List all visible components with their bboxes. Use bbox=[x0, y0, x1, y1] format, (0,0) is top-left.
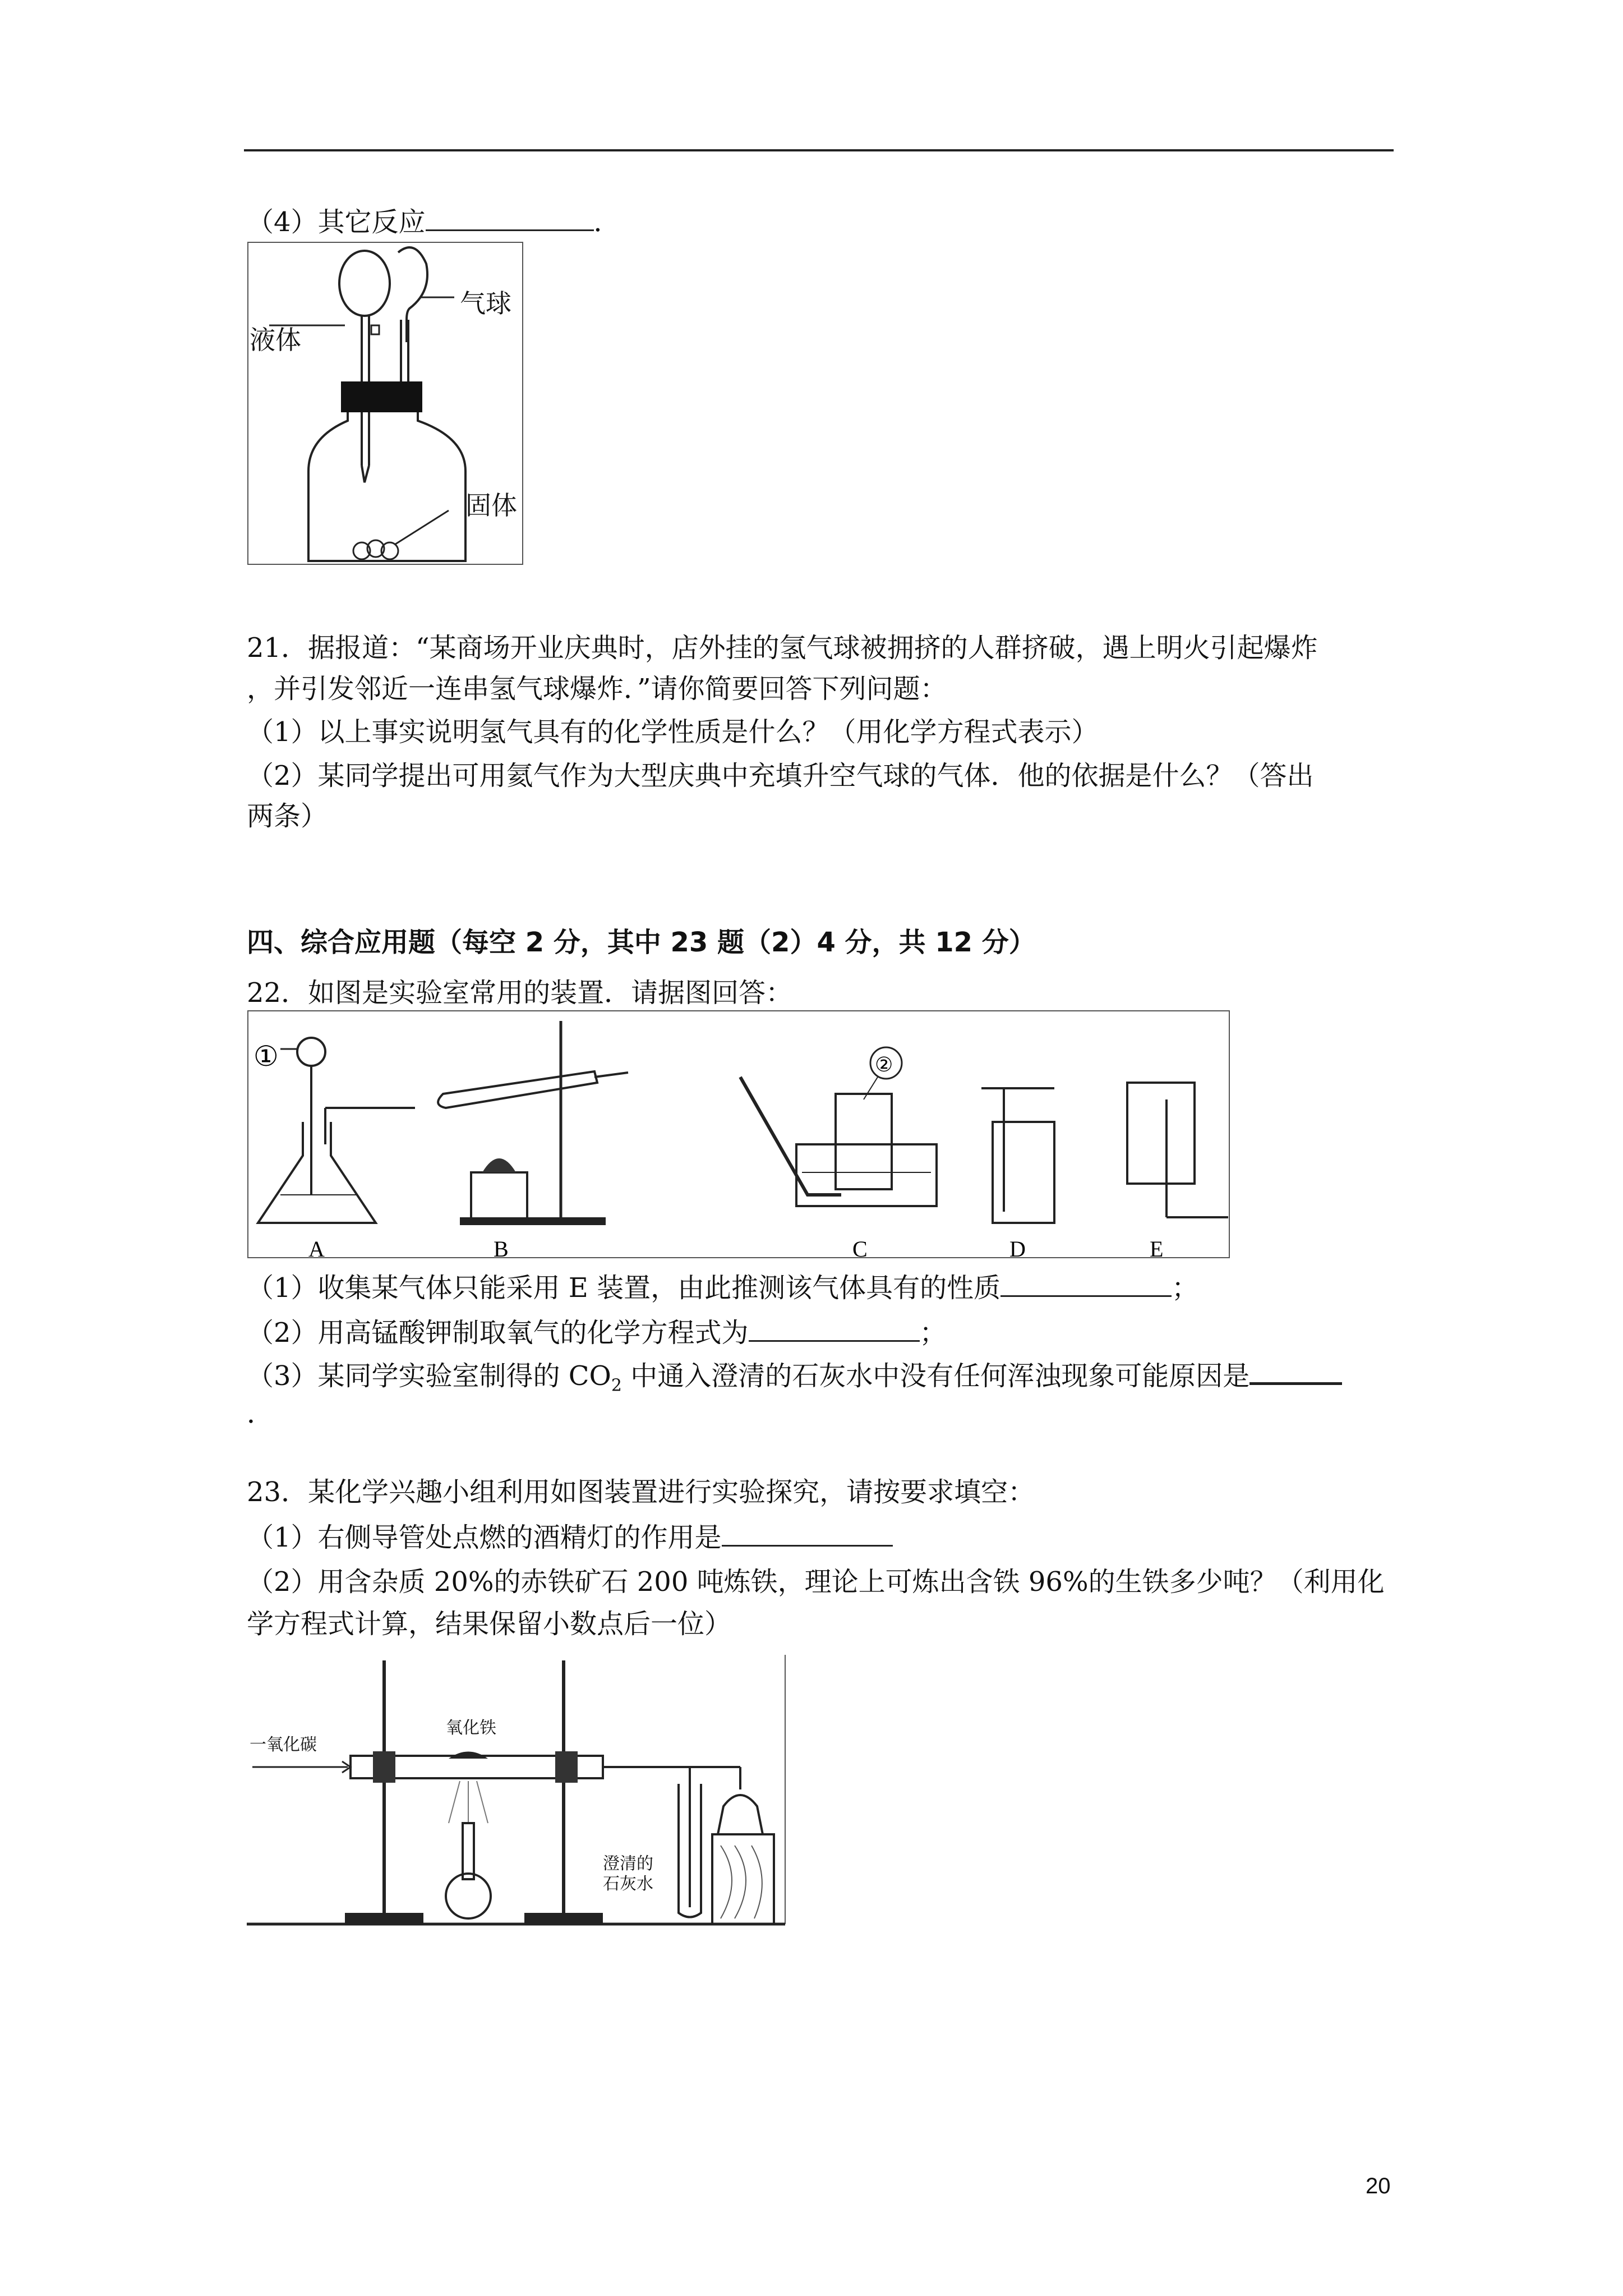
label-a: A bbox=[308, 1236, 325, 1262]
answer-blank[interactable] bbox=[749, 1315, 920, 1342]
q22-sub1: （1）收集某气体只能采用 E 装置，由此推测该气体具有的性质 ； bbox=[247, 1271, 1198, 1305]
q23-stem: 23．某化学兴趣小组利用如图装置进行实验探究，请按要求填空： bbox=[247, 1476, 1035, 1508]
answer-blank[interactable] bbox=[426, 205, 594, 231]
label-e: E bbox=[1150, 1236, 1164, 1262]
apparatus-a bbox=[258, 1038, 415, 1262]
label-solid: 固体 bbox=[465, 490, 517, 521]
q21-line2: ，并引发邻近一连串氢气球爆炸．”请你简要回答下列问题： bbox=[247, 673, 947, 705]
q22-sub3-end: ． bbox=[247, 1398, 274, 1429]
q22-stem: 22．如图是实验室常用的装置．请据图回答： bbox=[247, 977, 793, 1009]
q21-sub2b: 两条） bbox=[247, 800, 328, 832]
label-d: D bbox=[1009, 1236, 1026, 1262]
figure-lab-apparatus bbox=[247, 1010, 1234, 1262]
marker-1: ① bbox=[253, 1040, 279, 1073]
answer-blank[interactable] bbox=[1249, 1358, 1342, 1385]
marker-2: ② bbox=[875, 1053, 893, 1076]
q20-part4-text: （4）其它反应 bbox=[247, 206, 426, 238]
q23-sub1: （1）右侧导管处点燃的酒精灯的作用是 bbox=[247, 1520, 893, 1554]
q23-sub2b: 学方程式计算，结果保留小数点后一位） bbox=[247, 1608, 732, 1640]
label-fe2o3: 氧化铁 bbox=[446, 1718, 496, 1738]
page-number: 20 bbox=[1366, 2174, 1391, 2198]
answer-blank[interactable] bbox=[1000, 1271, 1172, 1297]
q22-sub2: （2）用高锰酸钾制取氧气的化学方程式为 ； bbox=[247, 1315, 947, 1350]
section-heading: 四、综合应用题（每空 2 分，其中 23 题（2）4 分，共 12 分） bbox=[247, 927, 1036, 958]
q22-sub3: （3）某同学实验室制得的 $CO_2$ 中通入澄清的石灰水中没有任何浑浊现象可能原因是 bbox=[247, 1358, 1342, 1403]
q21-line1: 21．据报道：“某商场开业庆典时，店外挂的氢气球被拥挤的人群挤破，遇上明火引起爆炸 bbox=[247, 632, 1318, 664]
label-liquid: 液体 bbox=[250, 325, 301, 355]
label-limewater: 澄清的 石灰水 bbox=[603, 1854, 653, 1894]
label-c: C bbox=[852, 1236, 868, 1262]
figure-gas-generator bbox=[247, 241, 527, 567]
q21-sub2a: （2）某同学提出可用氦气作为大型庆典中充填升空气球的气体．他的依据是什么？（答出 bbox=[247, 760, 1314, 792]
label-balloon: 气球 bbox=[460, 288, 511, 319]
figure-co-reduction bbox=[247, 1655, 791, 1930]
header-rule bbox=[244, 149, 1394, 151]
q23-sub2a: （2）用含杂质 20%的赤铁矿石 200 吨炼铁，理论上可炼出含铁 96%的生铁多少吨？（利用化 bbox=[247, 1566, 1385, 1598]
q21-sub1: （1）以上事实说明氢气具有的化学性质是什么？（用化学方程式表示） bbox=[247, 716, 1099, 748]
label-co: 一氧化碳 bbox=[250, 1735, 317, 1755]
answer-blank[interactable] bbox=[722, 1520, 893, 1547]
q20-part4: （4）其它反应 ． bbox=[247, 205, 621, 239]
label-b: B bbox=[494, 1236, 509, 1262]
